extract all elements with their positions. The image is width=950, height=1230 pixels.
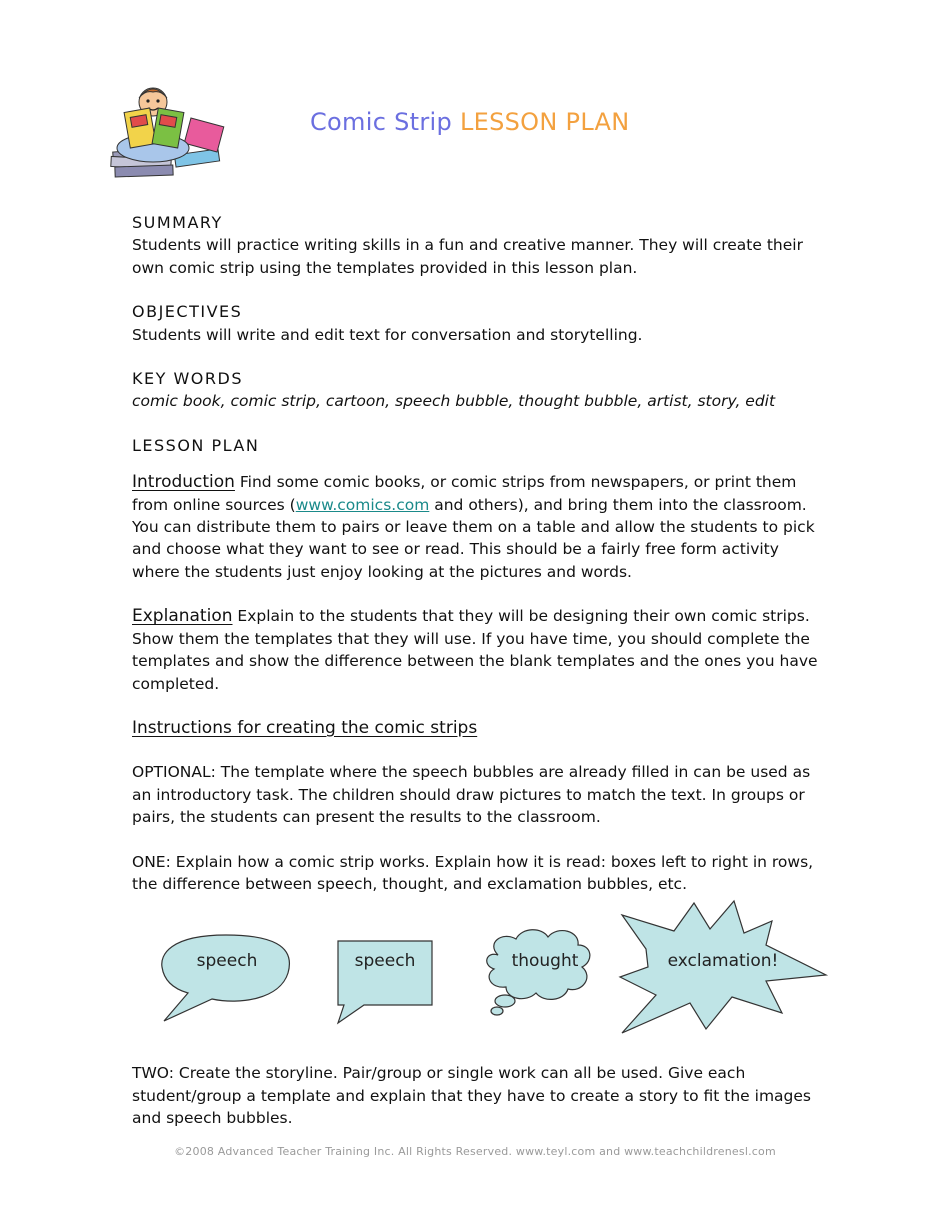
step-one-label: ONE:	[132, 852, 171, 871]
introduction-text-1: Find some comic books, or comic strips from newspapers, or print them from online sources (	[132, 473, 797, 514]
page-title	[310, 108, 630, 136]
thought-label: thought	[511, 951, 579, 971]
explanation-paragraph	[132, 605, 822, 695]
objectives-text: Students will write and edit text for conversation and storytelling.	[132, 325, 643, 344]
child-reading-comics-icon	[105, 80, 227, 184]
comics-link[interactable]: www.comics.com	[295, 495, 430, 514]
step-one-paragraph	[132, 851, 822, 896]
summary-heading: SUMMARY	[132, 213, 223, 232]
step-two-label: TWO:	[132, 1064, 174, 1083]
introduction-label: Introduction	[132, 472, 235, 493]
copyright-footer: ©2008 Advanced Teacher Training Inc. All Rights Reserved. www.teyl.com and www.teachchildrenesl.com	[174, 1145, 776, 1158]
exclamation-bubble	[620, 901, 826, 1033]
optional-paragraph	[132, 761, 822, 828]
thought-dot-small	[491, 1007, 503, 1015]
bubble-examples	[150, 895, 840, 1045]
exclamation-label: exclamation!	[667, 951, 779, 971]
introduction-text-2: and others), and bring them into the classroom. You can distribute them to pairs or leave them on a table and allow the students to pick and choose what they want to see or read. This should be a fairly free form activity where the students just enjoy looking at the pictures and words.	[132, 495, 815, 581]
title-comic-strip: Comic Strip	[310, 108, 453, 136]
title-lesson-plan: LESSON PLAN	[459, 108, 630, 136]
lesson-plan-heading: LESSON PLAN	[132, 435, 260, 455]
step-two-text: Create the storyline. Pair/group or single work can all be used. Give each student/group a template and explain that they have to create a story to fit the images and speech bubbles.	[132, 1064, 811, 1128]
introduction-paragraph	[132, 471, 822, 583]
step-two-paragraph	[132, 1062, 822, 1129]
speech-oval-bubble	[162, 935, 290, 1021]
objectives-heading: OBJECTIVES	[132, 302, 243, 322]
step-one-text: Explain how a comic strip works. Explain how it is read: boxes left to right in rows, the difference between speech, thought, and exclamation bubbles, etc.	[132, 852, 814, 893]
summary-text: Students will practice writing skills in a fun and creative manner. They will create their own comic strip using the templates provided in this lesson plan.	[132, 236, 803, 277]
optional-label: OPTIONAL:	[132, 763, 216, 782]
instructions-heading: Instructions for creating the comic strips	[132, 717, 478, 738]
speech-oval-label: speech	[196, 951, 258, 971]
speech-box-bubble	[338, 941, 432, 1023]
speech-box-label: speech	[354, 951, 416, 971]
keywords-text: comic book, comic strip, cartoon, speech bubble, thought bubble, artist, story, edit	[132, 392, 776, 411]
keywords-heading: KEY WORDS	[132, 369, 243, 389]
explanation-label: Explanation	[132, 606, 233, 627]
speech-oval-shape	[162, 935, 290, 1021]
explanation-text: Explain to the students that they will be designing their own comic strips. Show them the templates that they will use. If you have time, you should complete the templates and show the difference between the blank templates and the ones you have completed.	[132, 607, 818, 693]
thought-dot-large	[495, 995, 515, 1007]
thought-bubble	[487, 930, 590, 1015]
optional-text: The template where the speech bubbles are already filled in can be used as an introductory task. The children should draw pictures to match the text. In groups or pairs, the students can present the results to the classroom.	[132, 763, 811, 827]
